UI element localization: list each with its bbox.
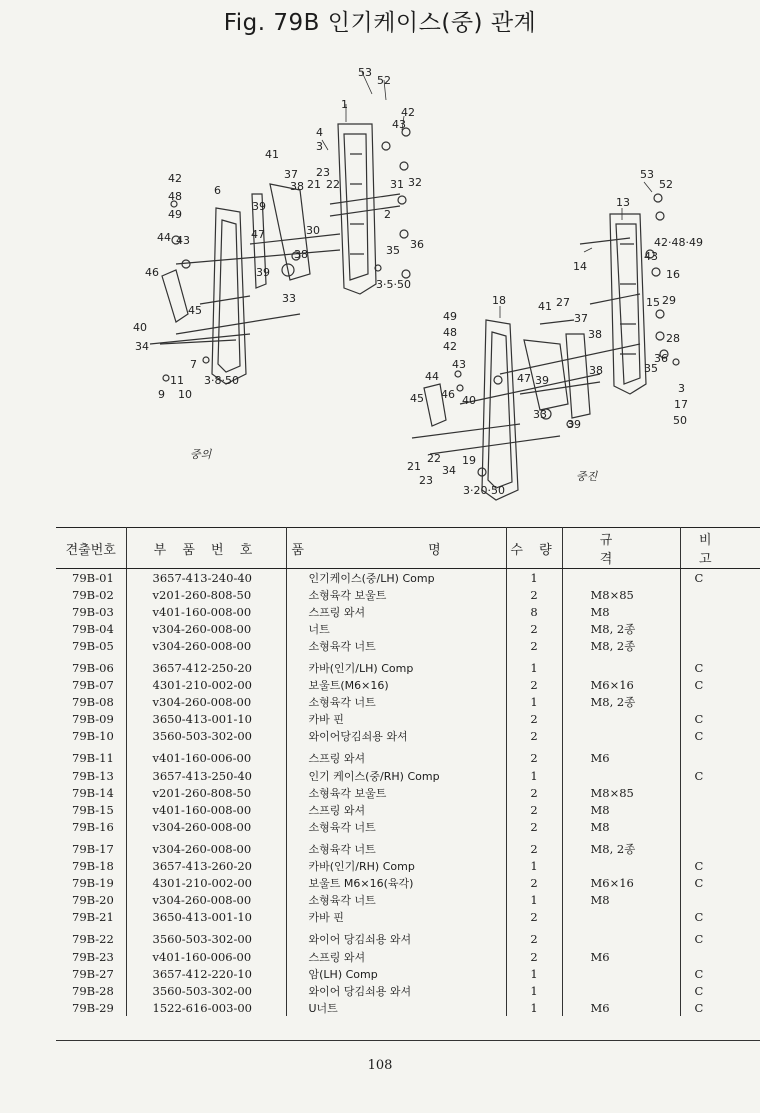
callout: 27: [556, 296, 570, 309]
spec-cell: M8: [562, 892, 680, 909]
callout: 41: [265, 148, 279, 161]
remarks-cell: C: [694, 966, 704, 981]
callout: 1: [341, 98, 348, 111]
callout: 14: [573, 260, 587, 273]
quantity-cell: 1: [506, 965, 562, 982]
callout: 49: [443, 310, 457, 323]
part-name-cell: 소형육각 너트: [286, 694, 506, 711]
header-spec: 규 격: [562, 528, 680, 569]
callout: 39: [256, 266, 270, 279]
callout: 4: [316, 126, 323, 139]
index-no-cell: 79B-29: [56, 999, 126, 1016]
index-no-cell: 79B-03: [56, 603, 126, 620]
spec-cell: [562, 569, 680, 587]
part-no-cell: 3657-413-250-40: [126, 767, 286, 784]
quantity-cell: 1: [506, 982, 562, 999]
remarks-cell: C: [694, 932, 704, 947]
remarks-cell: C: [694, 876, 704, 891]
page-title: Fig. 79B 인기케이스(중) 관계: [223, 10, 537, 36]
table-header-row: [56, 528, 760, 569]
remarks-cell: [680, 637, 760, 654]
part-no-cell: v304-260-008-00: [126, 637, 286, 654]
header-part-name: 품 명: [286, 528, 506, 569]
spec-cell: [562, 858, 680, 875]
quantity-cell: 2: [506, 620, 562, 637]
callout: 41: [538, 300, 552, 313]
quantity-cell: 2: [506, 926, 562, 948]
index-no-cell: 79B-18: [56, 858, 126, 875]
table-row: [56, 637, 760, 654]
index-no-cell: 79B-21: [56, 909, 126, 926]
remarks-cell: C: [694, 678, 704, 693]
part-name-cell: 카바 핀: [286, 909, 506, 926]
table-row: [56, 818, 760, 835]
spec-cell: M6×16: [562, 875, 680, 892]
part-name-cell: 와이어당김쇠용 와셔: [286, 728, 506, 745]
table-row: [56, 767, 760, 784]
callout: 52: [377, 74, 391, 87]
header-part-no: 부 품 번 호: [126, 528, 286, 569]
callout: 37: [284, 168, 298, 181]
left-callouts: [133, 66, 424, 401]
quantity-cell: 2: [506, 728, 562, 745]
remarks-cell: [680, 835, 760, 857]
quantity-cell: 8: [506, 603, 562, 620]
spec-cell: [562, 965, 680, 982]
callout: 6: [214, 184, 221, 197]
callout: 39: [567, 418, 581, 431]
quantity-cell: 1: [506, 767, 562, 784]
callout: 46: [441, 388, 455, 401]
part-name-cell: 카바(인기/LH) Comp: [286, 654, 506, 676]
callout: 46: [145, 266, 159, 279]
callout: 42: [401, 106, 415, 119]
callout: 3·5·50: [376, 278, 411, 291]
table-row: [56, 745, 760, 767]
callout: 43: [644, 250, 658, 263]
remarks-cell: [680, 818, 760, 835]
callout: 38: [588, 328, 602, 341]
part-name-cell: 스프링 와셔: [286, 801, 506, 818]
part-name-cell: 인기 케이스(중/RH) Comp: [286, 767, 506, 784]
callout: 2: [384, 208, 391, 221]
remarks-cell: [680, 784, 760, 801]
callout: 29: [662, 294, 676, 307]
callout: 42: [443, 340, 457, 353]
remarks-cell: [680, 948, 760, 965]
part-no-cell: 3657-413-240-40: [126, 569, 286, 587]
index-no-cell: 79B-15: [56, 801, 126, 818]
table-row: [56, 965, 760, 982]
spec-cell: M8×85: [562, 784, 680, 801]
callout: 21: [407, 460, 421, 473]
part-name-cell: 스프링 와셔: [286, 745, 506, 767]
callout: 40: [462, 394, 476, 407]
part-no-cell: 4301-210-002-00: [126, 677, 286, 694]
quantity-cell: 2: [506, 801, 562, 818]
part-name-cell: 소형육각 너트: [286, 818, 506, 835]
callout: 19: [462, 454, 476, 467]
part-name-cell: U너트: [286, 999, 506, 1016]
index-no-cell: 79B-23: [56, 948, 126, 965]
part-name-cell: 인기케이스(중/LH) Comp: [286, 569, 506, 587]
remarks-cell: C: [694, 570, 704, 585]
table-row: [56, 982, 760, 999]
part-name-cell: 와이어 당김쇠용 와셔: [286, 982, 506, 999]
callout: 3: [678, 382, 685, 395]
quantity-cell: 2: [506, 909, 562, 926]
callout: 39: [535, 374, 549, 387]
quantity-cell: 2: [506, 711, 562, 728]
part-no-cell: v304-260-008-00: [126, 694, 286, 711]
quantity-cell: 2: [506, 875, 562, 892]
spec-cell: [562, 728, 680, 745]
exploded-parts-diagram: [0, 44, 760, 524]
quantity-cell: 2: [506, 948, 562, 965]
part-no-cell: 3650-413-001-10: [126, 909, 286, 926]
part-no-cell: 3657-412-220-10: [126, 965, 286, 982]
callout: 47: [517, 372, 531, 385]
remarks-cell: C: [694, 661, 704, 676]
part-no-cell: 3657-412-250-20: [126, 654, 286, 676]
callout: 53: [358, 66, 372, 79]
callout: 22: [427, 452, 441, 465]
callout: 10: [178, 388, 192, 401]
callout: 9: [158, 388, 165, 401]
index-no-cell: 79B-19: [56, 875, 126, 892]
part-name-cell: 소형육각 너트: [286, 892, 506, 909]
callout: 34: [135, 340, 149, 353]
callout: 53: [640, 168, 654, 181]
part-no-cell: 3560-503-302-00: [126, 728, 286, 745]
spec-cell: M8, 2종: [562, 694, 680, 711]
remarks-cell: [680, 586, 760, 603]
spec-cell: [562, 767, 680, 784]
spec-cell: [562, 926, 680, 948]
remarks-cell: [680, 801, 760, 818]
index-no-cell: 79B-27: [56, 965, 126, 982]
spec-cell: M6: [562, 745, 680, 767]
callout: 17: [674, 398, 688, 411]
callout: 23: [419, 474, 433, 487]
spec-cell: [562, 982, 680, 999]
callout: 42·48·49: [654, 236, 703, 249]
callout: 45: [188, 304, 202, 317]
remarks-cell: C: [694, 712, 704, 727]
callout: 38: [294, 248, 308, 261]
callout: 38: [290, 180, 304, 193]
table-row: [56, 926, 760, 948]
quantity-cell: 1: [506, 858, 562, 875]
page-number: 108: [367, 1058, 393, 1073]
index-no-cell: 79B-05: [56, 637, 126, 654]
header-quantity: 수 량: [506, 528, 562, 569]
index-no-cell: 79B-06: [56, 654, 126, 676]
callout: 45: [410, 392, 424, 405]
part-name-cell: 암(LH) Comp: [286, 965, 506, 982]
callout: 32: [408, 176, 422, 189]
quantity-cell: 2: [506, 818, 562, 835]
part-no-cell: v201-260-808-50: [126, 586, 286, 603]
part-no-cell: 4301-210-002-00: [126, 875, 286, 892]
part-no-cell: 1522-616-003-00: [126, 999, 286, 1016]
quantity-cell: 2: [506, 586, 562, 603]
index-no-cell: 79B-28: [56, 982, 126, 999]
part-name-cell: 카바 핀: [286, 711, 506, 728]
callout: 38: [589, 364, 603, 377]
index-no-cell: 79B-07: [56, 677, 126, 694]
part-no-cell: v401-160-006-00: [126, 745, 286, 767]
part-name-cell: 보울트(M6×16): [286, 677, 506, 694]
callout: 34: [442, 464, 456, 477]
callout: 48: [168, 190, 182, 203]
part-no-cell: 3560-503-302-00: [126, 926, 286, 948]
table-row: [56, 654, 760, 676]
header-index-no: 견출번호: [56, 528, 126, 569]
callout: 50: [673, 414, 687, 427]
handwritten-note-left: 중의: [190, 448, 212, 461]
part-no-cell: 3657-413-260-20: [126, 858, 286, 875]
table-row: [56, 586, 760, 603]
remarks-cell: C: [694, 859, 704, 874]
callout: 18: [492, 294, 506, 307]
callout: 39: [252, 200, 266, 213]
callout: 42: [168, 172, 182, 185]
table-row: [56, 711, 760, 728]
callout: 30: [306, 224, 320, 237]
table-row: [56, 948, 760, 965]
spec-cell: M6: [562, 948, 680, 965]
remarks-cell: C: [694, 983, 704, 998]
table-row: [56, 858, 760, 875]
callout: 44: [425, 370, 439, 383]
parts-table-body: [56, 569, 760, 1017]
callout: 36: [410, 238, 424, 251]
table-row: [56, 728, 760, 745]
callout: 28: [666, 332, 680, 345]
callout: 21: [307, 178, 321, 191]
callout: 35: [386, 244, 400, 257]
index-no-cell: 79B-09: [56, 711, 126, 728]
part-name-cell: 와이어 당김쇠용 와셔: [286, 926, 506, 948]
index-no-cell: 79B-17: [56, 835, 126, 857]
table-bottom-rule: [56, 1040, 760, 1041]
diagram-linework: [150, 72, 679, 500]
part-no-cell: v304-260-008-00: [126, 818, 286, 835]
callout: 22: [326, 178, 340, 191]
callout: 44: [157, 231, 171, 244]
table-row: [56, 784, 760, 801]
spec-cell: M6×16: [562, 677, 680, 694]
table-row: [56, 999, 760, 1016]
remarks-cell: C: [694, 1000, 704, 1015]
quantity-cell: 2: [506, 677, 562, 694]
callout: 43: [176, 234, 190, 247]
quantity-cell: 2: [506, 784, 562, 801]
quantity-cell: 1: [506, 569, 562, 587]
spec-cell: M6: [562, 999, 680, 1016]
callout: 35: [644, 362, 658, 375]
remarks-cell: C: [694, 768, 704, 783]
part-name-cell: 소형육각 보울트: [286, 586, 506, 603]
callout: 15: [646, 296, 660, 309]
remarks-cell: [680, 620, 760, 637]
callout: 16: [666, 268, 680, 281]
callout: 3: [316, 140, 323, 153]
spec-cell: M8: [562, 818, 680, 835]
quantity-cell: 2: [506, 745, 562, 767]
table-row: [56, 620, 760, 637]
part-no-cell: 3650-413-001-10: [126, 711, 286, 728]
part-no-cell: v401-160-006-00: [126, 948, 286, 965]
quantity-cell: 1: [506, 694, 562, 711]
index-no-cell: 79B-20: [56, 892, 126, 909]
spec-cell: M8, 2종: [562, 620, 680, 637]
index-no-cell: 79B-11: [56, 745, 126, 767]
index-no-cell: 79B-14: [56, 784, 126, 801]
callout: 7: [190, 358, 197, 371]
callout: 48: [443, 326, 457, 339]
callout: 33: [282, 292, 296, 305]
callout: 47: [251, 228, 265, 241]
spec-cell: M8, 2종: [562, 835, 680, 857]
index-no-cell: 79B-02: [56, 586, 126, 603]
remarks-cell: C: [694, 910, 704, 925]
callout: 11: [170, 374, 184, 387]
part-no-cell: v201-260-808-50: [126, 784, 286, 801]
table-row: [56, 569, 760, 587]
table-row: [56, 677, 760, 694]
index-no-cell: 79B-16: [56, 818, 126, 835]
callout: 37: [574, 312, 588, 325]
part-name-cell: 카바(인기/RH) Comp: [286, 858, 506, 875]
part-name-cell: 스프링 와셔: [286, 603, 506, 620]
table-row: [56, 801, 760, 818]
callout: 3·8·50: [204, 374, 239, 387]
part-name-cell: 소형육각 보울트: [286, 784, 506, 801]
callout: 52: [659, 178, 673, 191]
spec-cell: M8: [562, 801, 680, 818]
table-row: [56, 694, 760, 711]
quantity-cell: 1: [506, 654, 562, 676]
index-no-cell: 79B-01: [56, 569, 126, 587]
handwritten-note-right: 중진: [576, 470, 598, 483]
table-row: [56, 603, 760, 620]
part-name-cell: 보울트 M6×16(육각): [286, 875, 506, 892]
table-row: [56, 892, 760, 909]
callout: 31: [390, 178, 404, 191]
remarks-cell: [680, 892, 760, 909]
index-no-cell: 79B-08: [56, 694, 126, 711]
spec-cell: M8: [562, 603, 680, 620]
remarks-cell: [680, 745, 760, 767]
part-name-cell: 스프링 와셔: [286, 948, 506, 965]
spec-cell: [562, 711, 680, 728]
callout: 36: [654, 352, 668, 365]
spec-cell: M8, 2종: [562, 637, 680, 654]
part-no-cell: v401-160-008-00: [126, 801, 286, 818]
spec-cell: [562, 909, 680, 926]
callout: 23: [316, 166, 330, 179]
index-no-cell: 79B-13: [56, 767, 126, 784]
spec-cell: [562, 654, 680, 676]
index-no-cell: 79B-04: [56, 620, 126, 637]
quantity-cell: 2: [506, 835, 562, 857]
part-no-cell: v304-260-008-00: [126, 892, 286, 909]
remarks-cell: C: [694, 729, 704, 744]
quantity-cell: 1: [506, 892, 562, 909]
parts-table: [56, 527, 760, 1016]
callout: 49: [168, 208, 182, 221]
callout: 43: [392, 118, 406, 131]
part-no-cell: v304-260-008-00: [126, 620, 286, 637]
header-remarks: 비 고: [680, 528, 760, 569]
table-row: [56, 909, 760, 926]
table-row: [56, 835, 760, 857]
part-name-cell: 소형육각 너트: [286, 835, 506, 857]
remarks-cell: [680, 694, 760, 711]
part-no-cell: v304-260-008-00: [126, 835, 286, 857]
remarks-cell: [680, 603, 760, 620]
index-no-cell: 79B-10: [56, 728, 126, 745]
quantity-cell: 1: [506, 999, 562, 1016]
spec-cell: M8×85: [562, 586, 680, 603]
callout: 13: [616, 196, 630, 209]
part-name-cell: 소형육각 너트: [286, 637, 506, 654]
index-no-cell: 79B-22: [56, 926, 126, 948]
quantity-cell: 2: [506, 637, 562, 654]
part-name-cell: 너트: [286, 620, 506, 637]
callout: 43: [452, 358, 466, 371]
callout: 3·20·50: [463, 484, 505, 497]
table-row: [56, 875, 760, 892]
part-no-cell: 3560-503-302-00: [126, 982, 286, 999]
part-no-cell: v401-160-008-00: [126, 603, 286, 620]
callout: 33: [533, 408, 547, 421]
callout: 40: [133, 321, 147, 334]
